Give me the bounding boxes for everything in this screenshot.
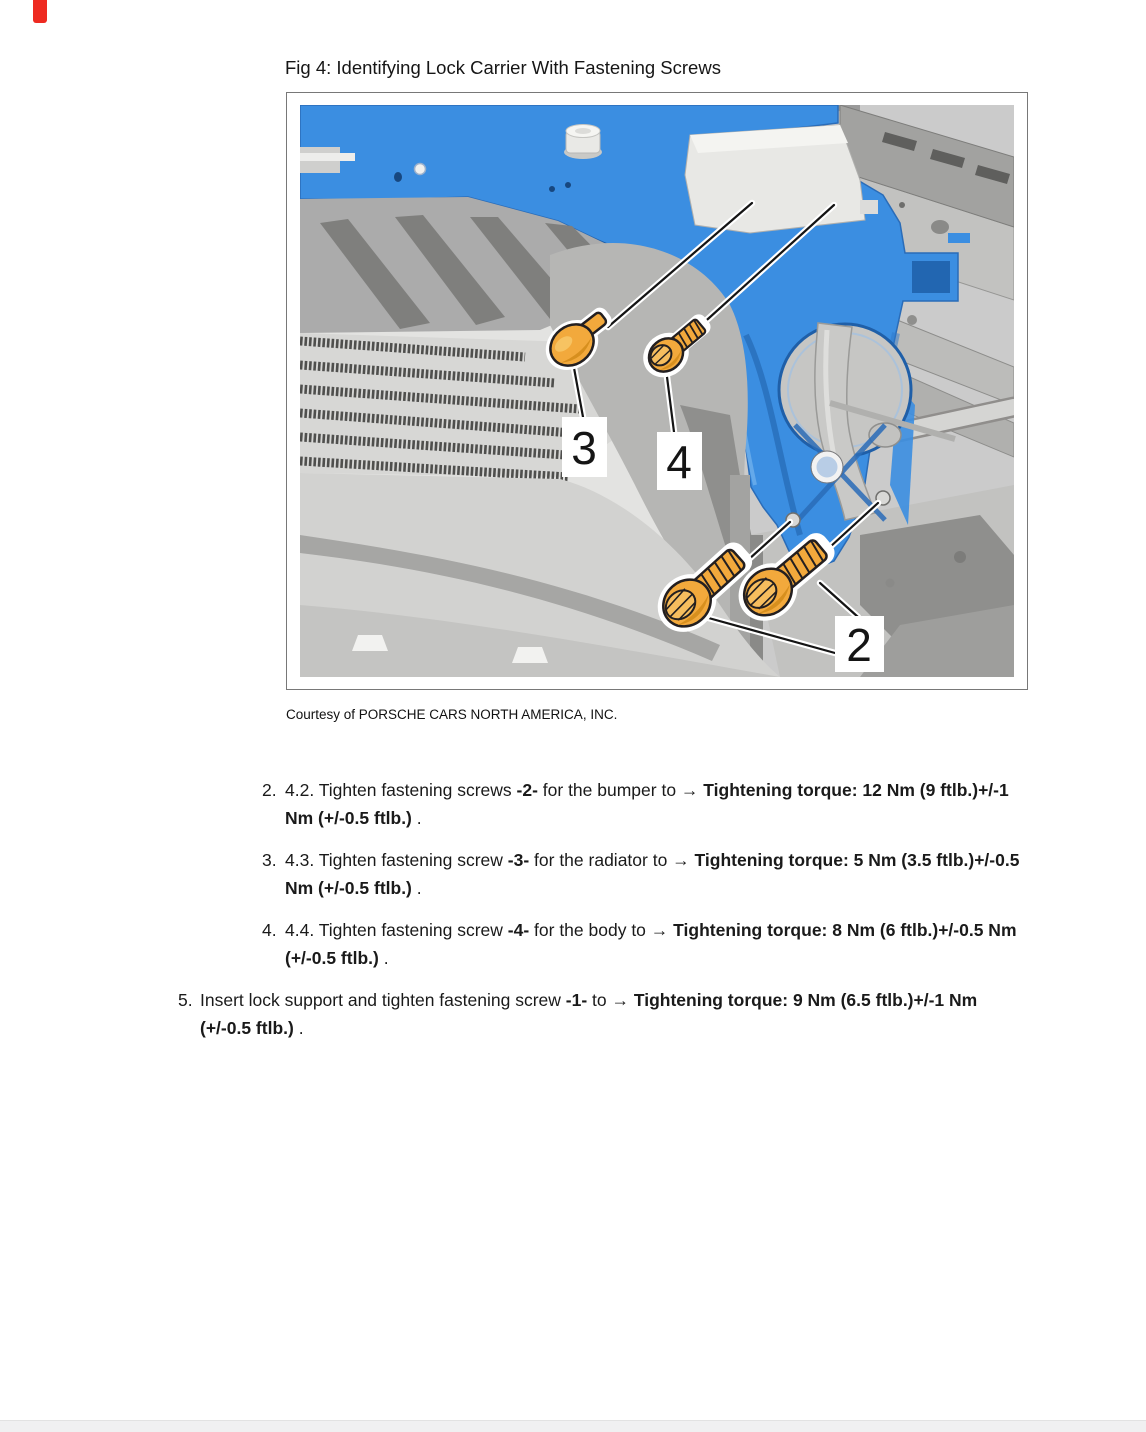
instruction-number: 2. (262, 780, 277, 800)
reservoir-cap (564, 125, 602, 160)
instruction-item-4 (262, 916, 1032, 972)
instruction-text: 4.3. Tighten fastening screw -3- for the radiator to → Tightening torque: 5 Nm (3.5 ftlb.)+/-0.5 Nm (+/-0.5 ftlb.) . (285, 850, 1020, 898)
figure-caption: Courtesy of PORSCHE CARS NORTH AMERICA, INC. (286, 707, 618, 722)
instruction-item-2 (262, 776, 1032, 832)
instruction-item-5 (178, 986, 980, 1042)
figure-image (300, 105, 1014, 677)
instruction-number: 5. (178, 990, 193, 1010)
figure-title: Fig 4: Identifying Lock Carrier With Fastening Screws (285, 57, 721, 78)
callout-label-4 (657, 432, 702, 490)
instruction-number: 3. (262, 850, 277, 870)
figure-frame (286, 92, 1028, 690)
page-top-marker (33, 0, 47, 23)
footer-bar (0, 1420, 1146, 1432)
callout-label-2 (835, 616, 884, 672)
instruction-text: Insert lock support and tighten fastening screw -1- to → Tightening torque: 9 Nm (6.5 ftlb.)+/-1 Nm (+/-0.5 ftlb.) . (200, 990, 978, 1038)
svg-text:3: 3 (571, 422, 597, 474)
instruction-item-3 (262, 846, 1032, 902)
callout-label-3 (562, 417, 607, 477)
instruction-number: 4. (262, 920, 277, 940)
svg-text:4: 4 (666, 436, 692, 488)
instruction-text: 4.4. Tighten fastening screw -4- for the body to → Tightening torque: 8 Nm (6 ftlb.)+/-0.5 Nm (+/-0.5 ftlb.) . (285, 920, 1017, 968)
svg-text:2: 2 (846, 619, 872, 671)
instruction-text: 4.2. Tighten fastening screws -2- for the bumper to → Tightening torque: 12 Nm (9 ftlb.)+/-1 Nm (+/-0.5 ftlb.) . (285, 780, 1009, 828)
